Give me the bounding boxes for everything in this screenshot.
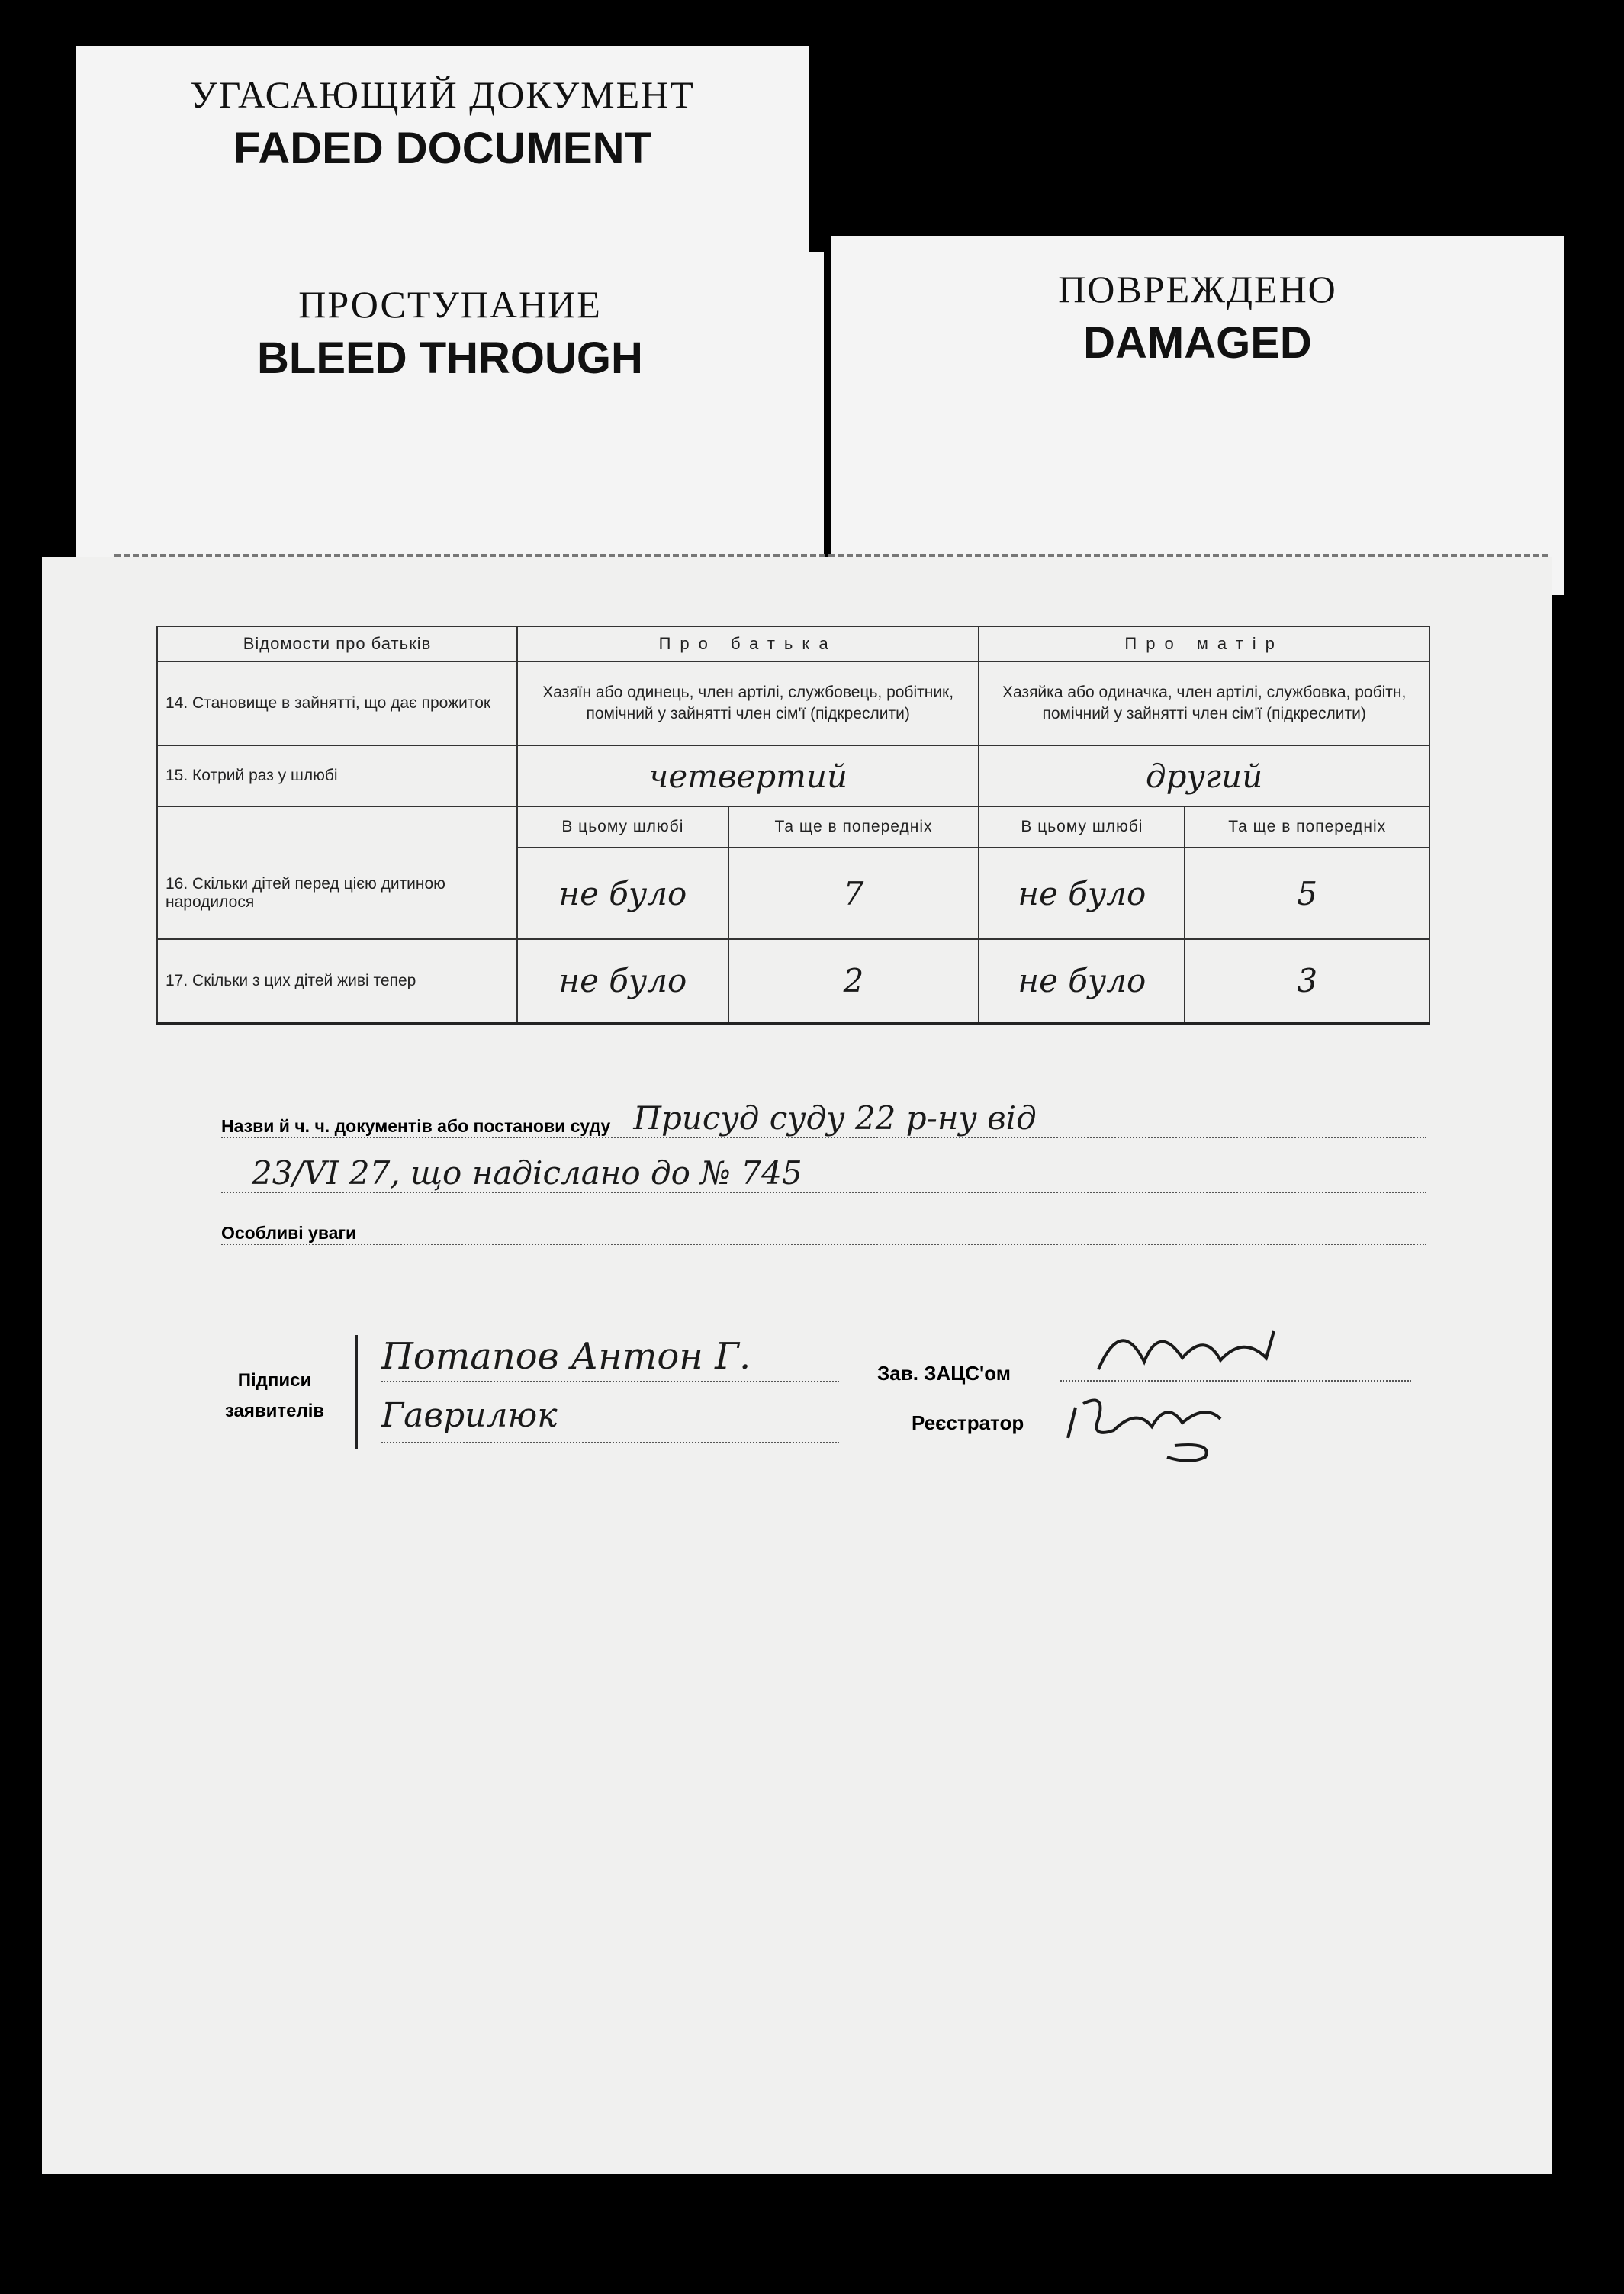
row17-father-this: не було	[558, 962, 687, 999]
registration-form	[156, 626, 1430, 1025]
row15-label: 15. Котрий раз у шлюбі	[157, 745, 517, 806]
header-mother: Про матір	[979, 626, 1429, 661]
special-notes-section	[221, 1213, 1426, 1245]
row16-father-this: не було	[558, 874, 687, 912]
row16-mother-this: не було	[1018, 874, 1146, 912]
damaged-label-ru: ПОВРЕЖДЕНО	[1058, 268, 1337, 310]
applicants-label: Підписи заявителів	[224, 1370, 325, 1421]
header-parents-info: Відомости про батьків	[157, 626, 517, 661]
subheader-mother-this: В цьому шлюбі	[979, 806, 1185, 848]
bleed-through-card	[76, 252, 824, 580]
registrar-label: Реєстратор	[912, 1411, 1024, 1434]
subheader-spacer	[157, 806, 517, 848]
row17-mother-this: не було	[1018, 962, 1146, 999]
faded-label-ru: УГАСАЮЩИЙ ДОКУМЕНТ	[190, 73, 695, 116]
signature-bracket	[355, 1335, 358, 1449]
row17-label: 17. Скільки з цих дітей живі тепер	[157, 939, 517, 1023]
row16-father-prev: 7	[843, 874, 864, 912]
row17-mother-prev: 3	[1297, 962, 1318, 999]
bleed-label-ru: ПРОСТУПАНИЕ	[298, 283, 602, 326]
row16-label: 16. Скільки дітей перед цією дитиною народилося	[157, 848, 517, 939]
documents-section	[221, 1091, 1426, 1193]
row16-mother-prev: 5	[1297, 874, 1318, 912]
row14-father-text: Хазяїн або одинець, член артілі, службовець, робітник, помічний у зайнятті член сім'ї (підкреслити)	[517, 661, 979, 745]
faded-label-en: FADED DOCUMENT	[233, 124, 651, 173]
documents-value-line1: Присуд суду 22 р-ну від	[633, 1099, 1037, 1137]
parents-table	[156, 626, 1430, 1025]
bleed-label-en: BLEED THROUGH	[257, 333, 643, 383]
documents-value-line2: 23/VI 27, що надіслано до № 745	[252, 1154, 802, 1192]
row15-mother-value: другий	[1146, 757, 1263, 795]
head-signature-line	[1060, 1346, 1411, 1382]
registrar-signature	[1060, 1385, 1259, 1469]
registrar-signature-line	[1060, 1400, 1411, 1433]
row17-father-prev: 2	[843, 962, 864, 999]
header-father: Про батька	[517, 626, 979, 661]
damaged-label-en: DAMAGED	[1083, 318, 1312, 368]
row14-label: 14. Становище в зайнятті, що дає прожиток	[157, 661, 517, 745]
special-notes-label: Особливі уваги	[221, 1223, 357, 1243]
subheader-father-this: В цьому шлюбі	[517, 806, 728, 848]
subheader-mother-prev: Та ще в попередніх	[1185, 806, 1429, 848]
damaged-card	[831, 236, 1564, 595]
row14-mother-text: Хазяйка або одиначка, член артілі, службовка, робітн, помічний у зайнятті член сім'ї (підкреслити)	[979, 661, 1429, 745]
row15-father-value: четвертий	[648, 757, 848, 795]
subheader-father-prev: Та ще в попередніх	[728, 806, 979, 848]
applicant2-signature: Гаврилюк	[381, 1396, 558, 1435]
perforation-line	[114, 554, 1548, 557]
head-signature	[1091, 1316, 1289, 1377]
applicant1-signature: Потапов Антон Г.	[381, 1335, 751, 1378]
documents-label: Назви й ч. ч. документів або постанови суду	[221, 1116, 611, 1136]
head-label: Зав. ЗАЦС'ом	[877, 1362, 1011, 1385]
faded-document-card	[76, 46, 809, 252]
signatures-section	[214, 1327, 1434, 1449]
